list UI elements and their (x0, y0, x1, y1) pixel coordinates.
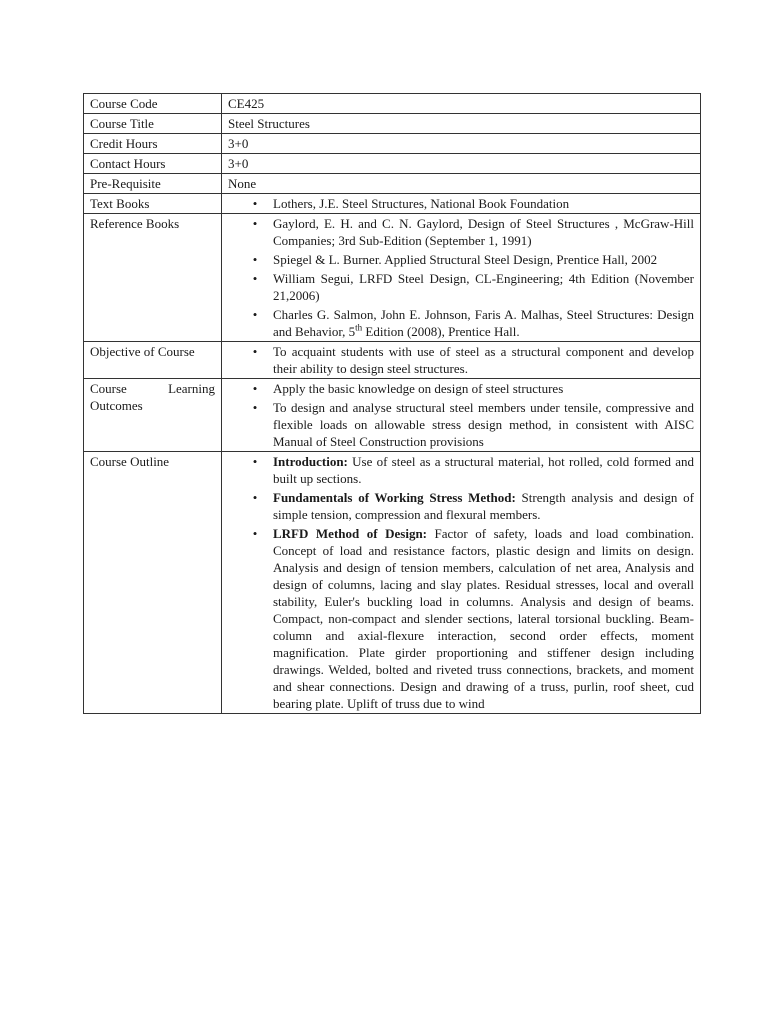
list-item: • Introduction: Use of steel as a structural material, hot rolled, cold formed and built up sections. (228, 453, 694, 487)
table-row (84, 114, 701, 134)
list-item: • Lothers, J.E. Steel Structures, National Book Foundation (228, 195, 694, 212)
bullet-icon: • (252, 307, 258, 322)
course-title-value: Steel Structures (222, 114, 701, 134)
objective-cell (222, 342, 701, 379)
bullet-icon: • (252, 216, 258, 231)
reference-books-cell (222, 214, 701, 342)
table-row (84, 94, 701, 114)
table-row (84, 452, 701, 714)
list-item: • Apply the basic knowledge on design of steel structures (228, 380, 694, 397)
bullet-icon: • (252, 454, 258, 469)
table-row (84, 194, 701, 214)
table-row (84, 134, 701, 154)
bullet-icon: • (252, 252, 258, 267)
course-title-label: Course Title (84, 114, 222, 134)
credit-hours-label: Credit Hours (84, 134, 222, 154)
table-row (84, 214, 701, 342)
list-item: • To design and analyse structural steel members under tensile, compressive and flexible loads on allowable stress design method, in consistent with AISC Manual of Steel Construction provisions (228, 399, 694, 450)
table-row (84, 342, 701, 379)
bullet-icon: • (252, 526, 258, 541)
table-row (84, 174, 701, 194)
list-item: • Charles G. Salmon, John E. Johnson, Faris A. Malhas, Steel Structures: Design and Behavior, 5th Edition (2008), Prentice Hall. (228, 306, 694, 340)
contact-hours-value: 3+0 (222, 154, 701, 174)
list-item: • Spiegel & L. Burner. Applied Structural Steel Design, Prentice Hall, 2002 (228, 251, 694, 268)
table-row (84, 154, 701, 174)
learning-outcomes-cell (222, 379, 701, 452)
list-item: • LRFD Method of Design: Factor of safety, loads and load combination. Concept of load and resistance factors, plastic design and limits on design. Analysis and design of tension members, calculation of net area, Analysis and design of columns, lacing and slay plates. Residual stresses, local and overall stability, Euler's buckling load in columns. Analysis and design of beams. Compact, non-compact and slender sections, lateral torsional buckling. Beam-column and axial-flexure interaction, second order effects, moment magnification. Plate girder proportioning and stiffener design including drawings. Welded, bolted and riveted truss connections, brackets, and moment and shear connections. Design and drawing of a truss, purlin, roof sheet, cud bearing plate. Uplift of truss due to wind (228, 525, 694, 712)
list-item: • Gaylord, E. H. and C. N. Gaylord, Design of Steel Structures , McGraw-Hill Companies; 3rd Sub-Edition (September 1, 1991) (228, 215, 694, 249)
course-outline-label: Course Outline (84, 452, 222, 714)
list-item: • Fundamentals of Working Stress Method: Strength analysis and design of simple tension, compression and flexural members. (228, 489, 694, 523)
contact-hours-label: Contact Hours (84, 154, 222, 174)
pre-requisite-label: Pre-Requisite (84, 174, 222, 194)
text-books-label: Text Books (84, 194, 222, 214)
objective-label: Objective of Course (84, 342, 222, 379)
credit-hours-value: 3+0 (222, 134, 701, 154)
course-outline-cell (222, 452, 701, 714)
course-table (83, 93, 701, 714)
course-code-label: Course Code (84, 94, 222, 114)
bullet-icon: • (252, 381, 258, 396)
bullet-icon: • (252, 400, 258, 415)
course-code-value: CE425 (222, 94, 701, 114)
course-outline-list (228, 453, 694, 712)
bullet-icon: • (252, 271, 258, 286)
list-item: • William Segui, LRFD Steel Design, CL-Engineering; 4th Edition (November 21,2006) (228, 270, 694, 304)
reference-books-label: Reference Books (84, 214, 222, 342)
bullet-icon: • (252, 490, 258, 505)
text-books-list (228, 195, 694, 212)
text-books-cell (222, 194, 701, 214)
bullet-icon: • (252, 196, 258, 211)
objective-list (228, 343, 694, 377)
learning-outcomes-label: Course Learning Outcomes (84, 379, 222, 452)
list-item: • To acquaint students with use of steel as a structural component and develop their ability to design steel structures. (228, 343, 694, 377)
pre-requisite-value: None (222, 174, 701, 194)
reference-books-list (228, 215, 694, 340)
bullet-icon: • (252, 344, 258, 359)
learning-outcomes-list (228, 380, 694, 450)
table-row (84, 379, 701, 452)
